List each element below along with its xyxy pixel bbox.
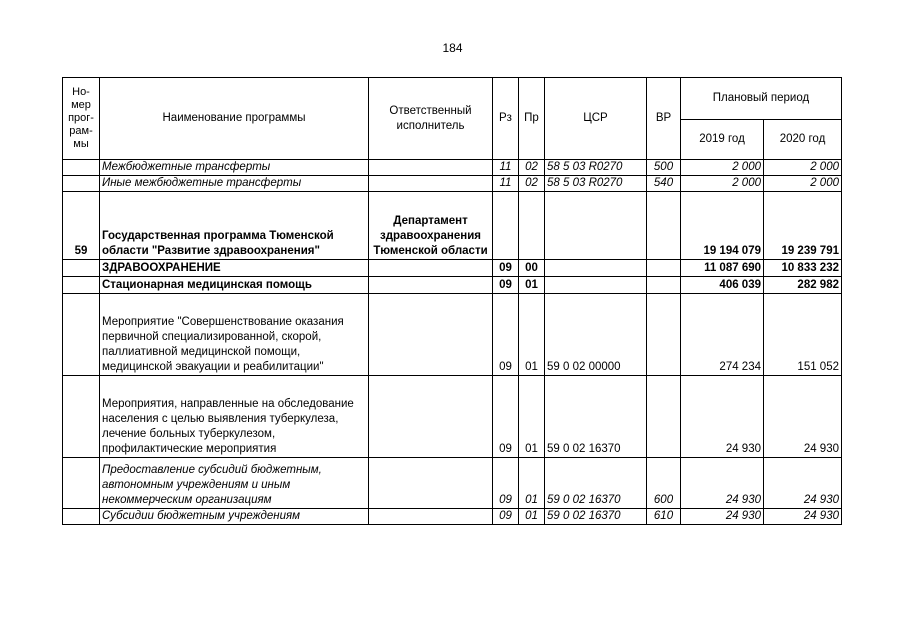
cell-csr — [545, 192, 647, 260]
table-row — [63, 192, 842, 260]
cell-2020: 24 930 — [764, 458, 842, 509]
cell-2020: 2 000 — [764, 160, 842, 176]
table-row — [63, 160, 842, 176]
cell-name: Предоставление субсидий бюджетным, автономным учреждениям и иным некоммерческим организациям — [100, 458, 369, 509]
cell-2019: 24 930 — [681, 509, 764, 525]
cell-num: 59 — [63, 192, 100, 260]
cell-num — [63, 509, 100, 525]
cell-2019: 2 000 — [681, 176, 764, 192]
cell-vr — [647, 192, 681, 260]
header-responsible: Ответственный исполнитель — [369, 78, 493, 160]
header-pr: Пр — [519, 78, 545, 160]
cell-responsible — [369, 260, 493, 277]
header-year-2020: 2020 год — [764, 120, 842, 160]
cell-vr — [647, 277, 681, 294]
table-row — [63, 260, 842, 277]
cell-name: Межбюджетные трансферты — [100, 160, 369, 176]
cell-vr — [647, 376, 681, 458]
header-year-2019: 2019 год — [681, 120, 764, 160]
cell-csr: 59 0 02 16370 — [545, 509, 647, 525]
cell-pr — [519, 192, 545, 260]
cell-2019: 19 194 079 — [681, 192, 764, 260]
cell-name: ЗДРАВООХРАНЕНИЕ — [100, 260, 369, 277]
table-row — [63, 509, 842, 525]
cell-2020: 19 239 791 — [764, 192, 842, 260]
cell-rz: 09 — [493, 376, 519, 458]
cell-responsible — [369, 277, 493, 294]
cell-num — [63, 277, 100, 294]
cell-vr: 540 — [647, 176, 681, 192]
cell-pr: 01 — [519, 458, 545, 509]
cell-csr: 59 0 02 00000 — [545, 294, 647, 376]
cell-vr: 500 — [647, 160, 681, 176]
cell-pr: 02 — [519, 176, 545, 192]
cell-csr: 58 5 03 R0270 — [545, 176, 647, 192]
header-csr: ЦСР — [545, 78, 647, 160]
header-name: Наименование программы — [100, 78, 369, 160]
cell-csr: 59 0 02 16370 — [545, 458, 647, 509]
cell-responsible — [369, 509, 493, 525]
cell-responsible — [369, 376, 493, 458]
budget-table — [62, 77, 842, 525]
table-row — [63, 277, 842, 294]
cell-rz: 09 — [493, 294, 519, 376]
cell-num — [63, 294, 100, 376]
cell-vr — [647, 294, 681, 376]
header-plan-period: Плановый период — [681, 78, 842, 120]
cell-responsible — [369, 160, 493, 176]
table-row — [63, 376, 842, 458]
cell-name: Мероприятие "Совершенствование оказания первичной специализированной, скорой, паллиативной медицинской помощи, медицинской эвакуации и реабилитации" — [100, 294, 369, 376]
cell-2020: 10 833 232 — [764, 260, 842, 277]
cell-pr: 00 — [519, 260, 545, 277]
header-rz: Рз — [493, 78, 519, 160]
table-row — [63, 176, 842, 192]
cell-name: Иные межбюджетные трансферты — [100, 176, 369, 192]
cell-rz: 09 — [493, 458, 519, 509]
cell-name: Государственная программа Тюменской области "Развитие здравоохранения" — [100, 192, 369, 260]
cell-pr: 01 — [519, 376, 545, 458]
cell-name: Субсидии бюджетным учреждениям — [100, 509, 369, 525]
cell-vr: 600 — [647, 458, 681, 509]
cell-rz: 11 — [493, 176, 519, 192]
cell-responsible: Департамент здравоохранения Тюменской области — [369, 192, 493, 260]
cell-csr — [545, 277, 647, 294]
cell-num — [63, 160, 100, 176]
cell-csr: 58 5 03 R0270 — [545, 160, 647, 176]
cell-name: Стационарная медицинская помощь — [100, 277, 369, 294]
cell-pr: 01 — [519, 277, 545, 294]
cell-2019: 24 930 — [681, 376, 764, 458]
cell-num — [63, 176, 100, 192]
cell-num — [63, 458, 100, 509]
cell-responsible — [369, 458, 493, 509]
table-row — [63, 458, 842, 509]
cell-num — [63, 260, 100, 277]
cell-2020: 151 052 — [764, 294, 842, 376]
table-row — [63, 294, 842, 376]
cell-2019: 11 087 690 — [681, 260, 764, 277]
header-vr: ВР — [647, 78, 681, 160]
cell-vr — [647, 260, 681, 277]
cell-rz: 09 — [493, 260, 519, 277]
cell-2019: 274 234 — [681, 294, 764, 376]
cell-2019: 406 039 — [681, 277, 764, 294]
cell-responsible — [369, 294, 493, 376]
cell-csr: 59 0 02 16370 — [545, 376, 647, 458]
cell-2020: 24 930 — [764, 509, 842, 525]
cell-2019: 2 000 — [681, 160, 764, 176]
cell-pr: 01 — [519, 294, 545, 376]
cell-2020: 24 930 — [764, 376, 842, 458]
cell-2020: 2 000 — [764, 176, 842, 192]
cell-rz: 09 — [493, 277, 519, 294]
cell-num — [63, 376, 100, 458]
cell-responsible — [369, 176, 493, 192]
cell-2020: 282 982 — [764, 277, 842, 294]
cell-rz: 09 — [493, 509, 519, 525]
cell-pr: 01 — [519, 509, 545, 525]
header-num: Но-мер прог-рам-мы — [63, 78, 100, 160]
cell-rz: 11 — [493, 160, 519, 176]
cell-csr — [545, 260, 647, 277]
page-number: 184 — [442, 41, 463, 55]
cell-pr: 02 — [519, 160, 545, 176]
cell-2019: 24 930 — [681, 458, 764, 509]
cell-name: Мероприятия, направленные на обследование населения с целью выявления туберкулеза, лечение больных туберкулезом, профилактические мероприятия — [100, 376, 369, 458]
cell-rz — [493, 192, 519, 260]
cell-vr: 610 — [647, 509, 681, 525]
